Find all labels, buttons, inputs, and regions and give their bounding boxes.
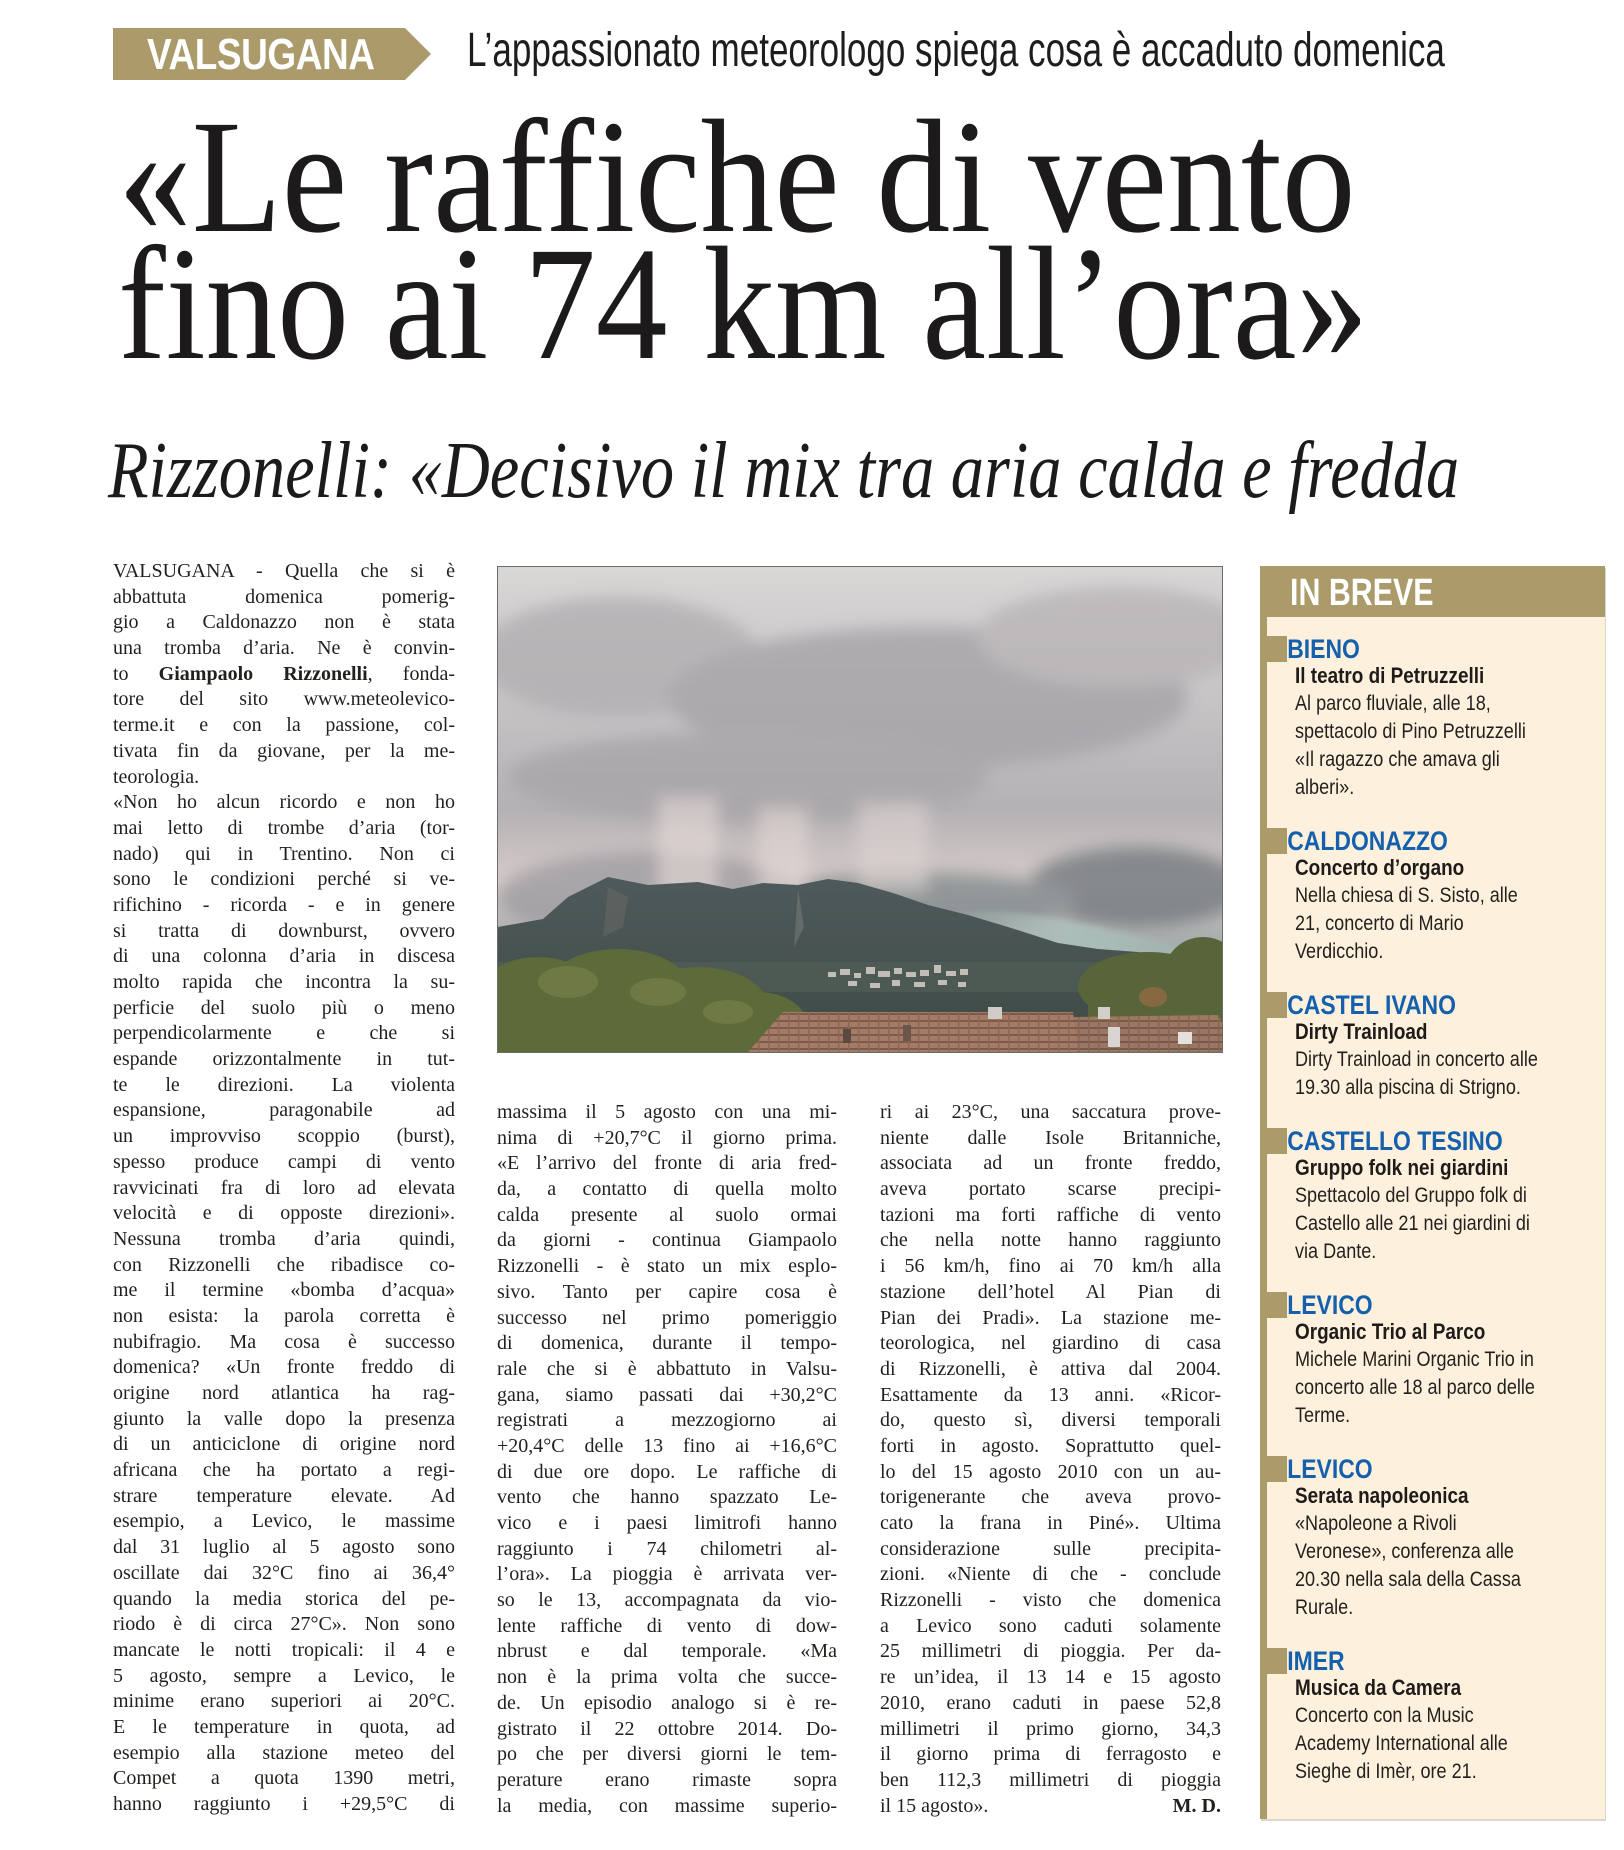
brief-town: CASTEL IVANO: [1287, 990, 1456, 1020]
brief-title: [1260, 662, 1605, 690]
article-line: sivo. Tanto per capire cosa è: [497, 1280, 837, 1303]
article-line: non è la prima volta che succe-: [497, 1666, 837, 1689]
brief-text: Al parco fluviale, alle 18,: [1295, 692, 1491, 715]
brief-text: «Il ragazzo che amava gli: [1295, 748, 1500, 771]
article-line: minime erano superiori ai 20°C.: [113, 1690, 455, 1713]
article-column-1: [113, 559, 455, 1818]
subheadline: Rizzonelli: «Decisivo il mix tra aria calda e fredda: [108, 427, 1460, 515]
in-breve-title: IN BREVE: [1290, 572, 1434, 614]
brief-text: concerto alle 18 al parco delle: [1295, 1376, 1535, 1399]
article-line: giunto la valle dopo la presenza: [113, 1407, 455, 1430]
article-line: di un anticiclone di origine nord: [113, 1433, 455, 1456]
brief-text: Michele Marini Organic Trio in: [1295, 1348, 1534, 1371]
article-line: molto rapida che incontra la su-: [113, 971, 455, 993]
article-line: perature erano rimaste sopra: [497, 1768, 837, 1791]
article-line: Esattamente da 13 anni. «Ricor-: [880, 1383, 1221, 1406]
article-line: rifichino - ricorda - e in genere: [113, 893, 455, 916]
article-line: gistrato il 22 ottobre 2014. Do-: [497, 1717, 837, 1740]
brief-item: [1260, 990, 1605, 1102]
brief-text-line: [1260, 1074, 1605, 1102]
brief-item: [1260, 1646, 1605, 1786]
brief-text: Rurale.: [1295, 1596, 1354, 1619]
headline-line-2: fino ai 74 km all’ora»: [118, 215, 1369, 394]
article-line: de. Un episodio analogo si è re-: [497, 1691, 837, 1714]
article-line: abbattuta domenica pomerig-: [113, 585, 455, 608]
article-line: domenica? «Un fronte freddo di: [113, 1356, 455, 1379]
article-line: lo del 15 agosto 2010 con un au-: [880, 1460, 1221, 1483]
brief-text: Terme.: [1295, 1404, 1351, 1427]
brief-text-line: [1260, 882, 1605, 910]
brief-town: LEVICO: [1287, 1454, 1373, 1484]
brief-title-text: Gruppo folk nei giardini: [1295, 1155, 1509, 1180]
brief-town: LEVICO: [1287, 1290, 1373, 1320]
article-line: tore del sito www.meteolevico-: [113, 688, 455, 711]
article-line: nbrust e dal temporale. «Ma: [497, 1640, 837, 1663]
brief-title-text: Musica da Camera: [1295, 1675, 1462, 1700]
article-line: africana che ha portato a regi-: [113, 1459, 455, 1482]
article-line: non esista: la parola corretta è: [113, 1304, 455, 1327]
article-line: massima il 5 agosto con una mi-: [497, 1101, 837, 1123]
brief-text: Castello alle 21 nei giardini di: [1295, 1212, 1530, 1235]
brief-text-line: [1260, 938, 1605, 966]
article-line: 5 agosto, sempre a Levico, le: [113, 1664, 455, 1687]
article-line: terme.it e con la passione, col-: [113, 714, 455, 737]
brief-town: IMER: [1287, 1646, 1345, 1676]
brief-title: [1260, 1674, 1605, 1702]
article-line: esempio, a Levico, le massime: [113, 1510, 455, 1533]
article-line: vento che hanno spazzato Le-: [497, 1486, 837, 1509]
article-line-text: il 15 agosto».: [880, 1794, 989, 1817]
article-line: espansione, paragonabile ad: [113, 1099, 455, 1122]
article-line: perficie del suolo più o meno: [113, 996, 455, 1019]
brief-text-line: [1260, 1538, 1605, 1566]
article-line: 25 millimetri di pioggia. Per da-: [880, 1640, 1221, 1663]
brief-item: [1260, 1290, 1605, 1430]
article-line: re un’idea, il 13 14 e 15 agosto: [880, 1666, 1221, 1689]
section-tag: [113, 28, 431, 80]
article-line: mai letto di trombe d’aria (tor-: [113, 816, 455, 839]
article-line: gana, siamo passati dai +30,2°C: [497, 1383, 837, 1406]
article-line: ri ai 23°C, una saccatura prove-: [880, 1101, 1221, 1123]
article-line-text: , fonda-: [367, 662, 455, 685]
brief-item: [1260, 1454, 1605, 1622]
article-line: di domenica, durante il tempo-: [497, 1332, 837, 1355]
brief-text: Spettacolo del Gruppo folk di: [1295, 1184, 1527, 1207]
article-line: VALSUGANA - Quella che si è: [113, 560, 455, 582]
brief-item: [1260, 634, 1605, 802]
section-tag-label: VALSUGANA: [147, 30, 375, 79]
author-name-bold: Giampaolo Rizzonelli: [158, 662, 368, 685]
article-line: dal 31 luglio al 5 agosto sono: [113, 1536, 455, 1559]
in-breve-box: [1260, 566, 1605, 1819]
article-line: con Rizzonelli che ribadisce co-: [113, 1253, 455, 1276]
article-line-text: to: [113, 662, 159, 685]
article-line: Nessuna tromba d’aria quindi,: [113, 1227, 455, 1250]
article-line: associata ad un fronte freddo,: [880, 1152, 1221, 1175]
article-line: hanno raggiunto i +29,5°C di: [113, 1793, 455, 1815]
article-line: gio a Caldonazzo non è stata: [113, 611, 455, 634]
brief-text: Nella chiesa di S. Sisto, alle: [1295, 884, 1518, 907]
article-line: Pian dei Pradi». La stazione me-: [880, 1306, 1221, 1329]
article-line: di due ore dopo. Le raffiche di: [497, 1460, 837, 1483]
brief-text: 20.30 nella sala della Cassa: [1295, 1568, 1521, 1591]
article-line: me il termine «bomba d’acqua»: [113, 1279, 455, 1302]
brief-text: 21, concerto di Mario: [1295, 912, 1464, 935]
article-line: si tratta di downburst, ovvero: [113, 919, 455, 942]
article-line: «Non ho alcun ricordo e non ho: [113, 791, 455, 814]
article-line: raggiunto i 74 chilometri al-: [497, 1537, 837, 1560]
article-line: torigenerante che aveva provo-: [880, 1486, 1221, 1509]
in-breve-header: [1260, 566, 1605, 617]
brief-text-line: [1260, 718, 1605, 746]
article-line: niente dalle Isole Britanniche,: [880, 1126, 1221, 1149]
brief-text: alberi».: [1295, 776, 1355, 799]
brief-title-text: Organic Trio al Parco: [1295, 1319, 1486, 1344]
article-line: di una colonna d’aria in discesa: [113, 945, 455, 968]
article-line: Rizzonelli - visto che domenica: [880, 1589, 1221, 1612]
article-line: forti in agosto. Soprattutto quel-: [880, 1434, 1221, 1457]
brief-text: Sieghe di Imèr, ore 21.: [1295, 1760, 1477, 1783]
article-line: esempio alla stazione meteo del: [113, 1741, 455, 1764]
in-breve-list: [1260, 634, 1605, 1810]
article-line: +20,4°C delle 13 fino ai +16,6°C: [497, 1434, 837, 1457]
brief-text: 19.30 alla piscina di Strigno.: [1295, 1076, 1521, 1099]
brief-text: Academy International alle: [1295, 1732, 1508, 1755]
brief-text-line: [1260, 690, 1605, 718]
brief-title-text: Il teatro di Petruzzelli: [1295, 663, 1485, 688]
author-byline: M. D.: [1172, 1794, 1221, 1817]
brief-text-line: [1260, 1182, 1605, 1210]
article-line: te le direzioni. La violenta: [113, 1073, 455, 1096]
article-line: stazione dell’hotel Al Pian di: [880, 1280, 1221, 1303]
article-line: i 56 km/h, fino ai 70 km/h alla: [880, 1255, 1221, 1278]
article-line: espande orizzontalmente in tut-: [113, 1048, 455, 1071]
article-line: «E l’arrivo del fronte di aria fred-: [497, 1152, 837, 1175]
article-column-3: [880, 1100, 1221, 1819]
article-line: oscillate dai 32°C fino ai 36,4°: [113, 1561, 455, 1584]
article-line: ben 112,3 millimetri di pioggia: [880, 1768, 1221, 1791]
article-line: cato la frana in Piné». Ultima: [880, 1512, 1221, 1534]
brief-text-line: [1260, 1046, 1605, 1074]
article-line: teorologica, nel giardino di casa: [880, 1332, 1221, 1355]
article-line: strare temperature elevate. Ad: [113, 1484, 455, 1507]
article-line: spesso produce campi di vento: [113, 1150, 455, 1173]
article-line: teorologia.: [113, 765, 200, 788]
article-line: sono le condizioni perché si ve-: [113, 868, 455, 891]
article-line: a Levico sono caduti solamente: [880, 1614, 1221, 1637]
article-line: rale che si è abbattuto in Valsu-: [497, 1357, 837, 1380]
article-line: vico e i paesi limitrofi hanno: [497, 1512, 837, 1534]
brief-text-line: [1260, 1594, 1605, 1622]
brief-text-line: [1260, 910, 1605, 938]
brief-title: [1260, 1482, 1605, 1510]
brief-town: BIENO: [1287, 634, 1360, 664]
article-line: po che per diversi giorni le tem-: [497, 1743, 837, 1766]
brief-text: «Napoleone a Rivoli: [1295, 1512, 1457, 1535]
brief-title: [1260, 1018, 1605, 1046]
article-line: che nella notte hanno raggiunto: [880, 1229, 1221, 1252]
brief-text: via Dante.: [1295, 1240, 1377, 1263]
brief-text: Concerto con la Music: [1295, 1704, 1474, 1727]
article-line: tazioni ma forti raffiche di vento: [880, 1203, 1221, 1226]
brief-title-text: Dirty Trainload: [1295, 1019, 1428, 1044]
brief-title-text: Concerto d’organo: [1295, 855, 1465, 880]
article-line: nado) qui in Trentino. Non ci: [113, 842, 455, 865]
brief-item: [1260, 826, 1605, 966]
article-column-2: [497, 1100, 837, 1819]
article-line: millimetri il primo giorno, 34,3: [880, 1717, 1221, 1740]
brief-town: CALDONAZZO: [1287, 826, 1448, 856]
brief-text-line: [1260, 1758, 1605, 1786]
brief-title-text: Serata napoleonica: [1295, 1483, 1469, 1508]
article-line: zioni. «Niente di che - conclude: [880, 1563, 1221, 1586]
brief-text-line: [1260, 1702, 1605, 1730]
article-line: da giorni - continua Giampaolo: [497, 1229, 837, 1252]
brief-text-line: [1260, 774, 1605, 802]
brief-text-line: [1260, 1730, 1605, 1758]
article-line: nima di +20,7°C il giorno prima.: [497, 1126, 837, 1149]
article-photo: [497, 566, 1223, 1053]
article-line: considerazione sulle precipita-: [880, 1537, 1221, 1560]
article-line: so le 13, accompagnata da vio-: [497, 1589, 837, 1612]
article-line: tivata fin da giovane, per la me-: [113, 739, 455, 762]
article-line: ravvicinati fra di loro ad elevata: [113, 1176, 455, 1199]
brief-text-line: [1260, 746, 1605, 774]
brief-title: [1260, 854, 1605, 882]
article-line: quando la media storica del pe-: [113, 1587, 455, 1610]
brief-text: Verdicchio.: [1295, 940, 1384, 963]
kicker-deck: L’appassionato meteorologo spiega cosa è accaduto domenica: [467, 24, 1445, 77]
article-line: Compet a quota 1390 metri,: [113, 1767, 455, 1790]
article-line: un improvviso scoppio (burst),: [113, 1125, 455, 1148]
article-line: nubifragio. Ma cosa è successo: [113, 1330, 455, 1353]
article-line: aveva portato scarse precipi-: [880, 1178, 1221, 1201]
article-line: successo nel primo pomeriggio: [497, 1306, 837, 1329]
article-line: la media, con massime superio-: [497, 1794, 837, 1817]
brief-text-line: [1260, 1238, 1605, 1266]
article-line: [113, 662, 455, 688]
storm-landscape-image: [498, 567, 1222, 1052]
article-line: perpendicolarmente e che si: [113, 1022, 455, 1045]
brief-title: [1260, 1318, 1605, 1346]
article-line: E le temperature in quota, ad: [113, 1715, 455, 1738]
article-line: il giorno prima di ferragosto e: [880, 1743, 1221, 1766]
brief-text-line: [1260, 1510, 1605, 1538]
brief-text: spettacolo di Pino Petruzzelli: [1295, 720, 1526, 743]
brief-text: Dirty Trainload in concerto alle: [1295, 1048, 1538, 1071]
article-line: origine nord atlantica ha rag-: [113, 1382, 455, 1404]
brief-text: Veronese», conferenza alle: [1295, 1540, 1514, 1563]
article-line: calda presente al suolo ormai: [497, 1203, 837, 1226]
article-line: [880, 1794, 1221, 1820]
brief-text-line: [1260, 1566, 1605, 1594]
article-line: 2010, erano caduti in paese 52,8: [880, 1691, 1221, 1714]
article-line: velocità e di opposte direzioni».: [113, 1202, 455, 1225]
article-line: mancate le notti tropicali: il 4 e: [113, 1638, 455, 1661]
brief-text-line: [1260, 1402, 1605, 1430]
article-line: registrati a mezzogiorno ai: [497, 1409, 837, 1432]
headline-line-1: «Le raffiche di vento: [118, 88, 1356, 267]
article-line: una tromba d’aria. Ne è convin-: [113, 637, 455, 660]
brief-town: CASTELLO TESINO: [1287, 1126, 1503, 1156]
article-line: do, questo sì, diversi temporali: [880, 1409, 1221, 1432]
brief-title: [1260, 1154, 1605, 1182]
brief-text-line: [1260, 1374, 1605, 1402]
article-line: da, a contatto di quella molto: [497, 1178, 837, 1201]
article-line: l’ora». La pioggia è arrivata ver-: [497, 1563, 837, 1586]
article-line: lente raffiche di vento di dow-: [497, 1614, 837, 1637]
article-line: riodo è di circa 27°C». Non sono: [113, 1613, 455, 1636]
article-line: Rizzonelli - è stato un mix esplo-: [497, 1255, 837, 1278]
article-line: di Rizzonelli, è attiva dal 2004.: [880, 1357, 1221, 1380]
brief-text-line: [1260, 1210, 1605, 1238]
brief-item: [1260, 1126, 1605, 1266]
brief-text-line: [1260, 1346, 1605, 1374]
